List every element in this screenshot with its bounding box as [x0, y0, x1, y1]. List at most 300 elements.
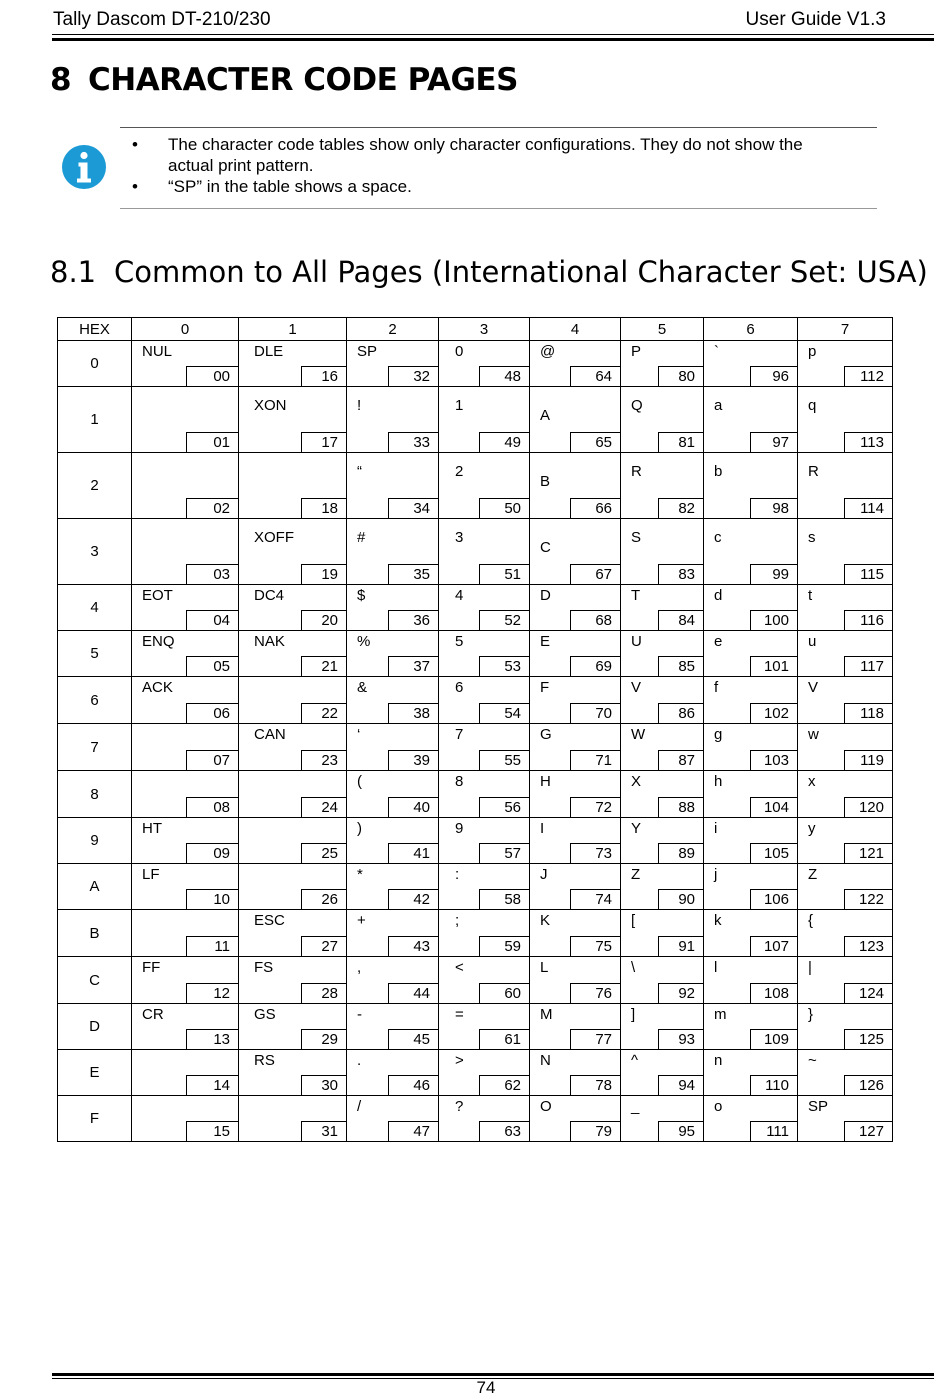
cell-code: 07	[186, 750, 238, 770]
row-hex: D	[58, 1004, 132, 1050]
code-cell	[704, 724, 798, 771]
code-cell	[132, 1096, 239, 1142]
cell-character: S	[631, 529, 642, 546]
row-hex: 0	[58, 341, 132, 387]
cell-code: 13	[186, 1029, 238, 1049]
cell-character: C	[540, 539, 551, 556]
code-cell-inner	[347, 1004, 438, 1049]
row-hex: B	[58, 910, 132, 957]
table-row	[58, 677, 893, 724]
code-cell	[347, 1004, 439, 1050]
code-cell-inner	[132, 957, 238, 1003]
cell-code: 100	[750, 610, 797, 630]
cell-character: a	[714, 397, 723, 414]
code-cell	[239, 585, 347, 631]
code-cell	[347, 341, 439, 387]
cell-character: \	[631, 959, 636, 976]
cell-code: 92	[658, 983, 703, 1003]
code-cell	[132, 631, 239, 677]
cell-code: 04	[186, 610, 238, 630]
code-cell-inner	[530, 453, 620, 518]
code-cell	[621, 519, 704, 585]
chapter-title: CHARACTER CODE PAGES	[88, 62, 518, 98]
cell-code: 105	[750, 843, 797, 863]
cell-code: 69	[570, 656, 620, 676]
cell-code: 109	[750, 1029, 797, 1049]
cell-code: 106	[750, 889, 797, 909]
chapter-number: 8	[50, 62, 72, 98]
code-cell-inner	[439, 677, 529, 723]
code-cell	[704, 818, 798, 864]
cell-character: 9	[455, 820, 464, 837]
code-cell	[239, 910, 347, 957]
code-cell	[439, 910, 530, 957]
cell-character: ?	[455, 1098, 464, 1115]
page-number: 74	[476, 1378, 496, 1397]
cell-character: p	[808, 343, 817, 360]
cell-code: 97	[750, 432, 797, 452]
code-cell	[704, 519, 798, 585]
cell-code: 35	[388, 564, 438, 584]
cell-code: 98	[750, 498, 797, 518]
cell-code: 78	[570, 1075, 620, 1095]
code-cell	[132, 585, 239, 631]
code-cell-inner	[798, 1004, 892, 1049]
cell-code: 34	[388, 498, 438, 518]
code-cell	[621, 957, 704, 1004]
cell-code: 122	[844, 889, 892, 909]
cell-character: i	[714, 820, 718, 837]
cell-character: NAK	[254, 633, 285, 650]
info-icon	[61, 144, 107, 190]
cell-code: 120	[844, 797, 892, 817]
cell-character: %	[357, 633, 371, 650]
header-col-2: 1	[239, 318, 347, 341]
page-header-left: Tally Dascom DT-210/230	[53, 9, 271, 30]
table-row	[58, 1004, 893, 1050]
code-cell	[704, 387, 798, 453]
code-cell-inner	[239, 771, 346, 817]
cell-character: :	[455, 866, 460, 883]
cell-character: FF	[142, 959, 161, 976]
code-cell-inner	[704, 818, 797, 863]
cell-code: 05	[186, 656, 238, 676]
cell-code: 11	[186, 936, 238, 956]
cell-character: W	[631, 726, 646, 743]
cell-character: x	[808, 773, 816, 790]
cell-code: 00	[186, 366, 238, 386]
code-cell-inner	[439, 341, 529, 386]
cell-code: 48	[479, 366, 529, 386]
note-list	[132, 134, 852, 197]
code-cell-inner	[239, 910, 346, 956]
code-cell	[798, 631, 893, 677]
cell-code: 96	[750, 366, 797, 386]
code-cell	[530, 677, 621, 724]
code-cell	[621, 724, 704, 771]
chapter-heading	[50, 62, 518, 98]
cell-character: k	[714, 912, 722, 929]
cell-code: 37	[388, 656, 438, 676]
code-cell	[530, 1050, 621, 1096]
cell-code: 74	[570, 889, 620, 909]
cell-code: 31	[301, 1121, 346, 1141]
code-cell-inner	[439, 631, 529, 676]
cell-code: 121	[844, 843, 892, 863]
code-cell-inner	[704, 677, 797, 723]
cell-code: 42	[388, 889, 438, 909]
code-cell-inner	[239, 631, 346, 676]
table-row	[58, 585, 893, 631]
code-cell-inner	[347, 724, 438, 770]
code-cell	[239, 771, 347, 818]
header-col-7: 6	[704, 318, 798, 341]
cell-code: 70	[570, 703, 620, 723]
cell-code: 116	[844, 610, 892, 630]
cell-code: 94	[658, 1075, 703, 1095]
cell-code: 101	[750, 656, 797, 676]
cell-character: n	[714, 1052, 723, 1069]
code-cell-inner	[704, 1050, 797, 1095]
code-cell-inner	[798, 585, 892, 630]
cell-code: 75	[570, 936, 620, 956]
row-hex: 5	[58, 631, 132, 677]
cell-character: FS	[254, 959, 274, 976]
code-cell-inner	[132, 771, 238, 817]
section-title: Common to All Pages (International Character Set: USA)	[114, 255, 928, 289]
code-cell-inner	[704, 387, 797, 452]
code-cell-inner	[347, 341, 438, 386]
cell-character: *	[357, 866, 363, 883]
cell-code: 25	[301, 843, 346, 863]
code-cell-inner	[439, 957, 529, 1003]
header-col-4: 3	[439, 318, 530, 341]
code-cell	[530, 724, 621, 771]
cell-code: 89	[658, 843, 703, 863]
note-bullet: •	[132, 177, 138, 196]
cell-code: 58	[479, 889, 529, 909]
row-hex: 3	[58, 519, 132, 585]
code-cell-inner	[704, 631, 797, 676]
code-cell	[132, 864, 239, 910]
cell-code: 36	[388, 610, 438, 630]
cell-code: 99	[750, 564, 797, 584]
code-cell	[439, 724, 530, 771]
code-cell-inner	[132, 387, 238, 452]
code-cell-inner	[347, 631, 438, 676]
code-cell-inner	[347, 519, 438, 584]
code-cell-inner	[798, 631, 892, 676]
code-cell-inner	[621, 818, 703, 863]
cell-code: 10	[186, 889, 238, 909]
cell-character: (	[357, 773, 362, 790]
cell-character: F	[540, 679, 550, 696]
code-cell-inner	[798, 677, 892, 723]
code-cell-inner	[798, 818, 892, 863]
code-cell	[439, 387, 530, 453]
cell-character: g	[714, 726, 723, 743]
cell-code: 19	[301, 564, 346, 584]
code-cell	[704, 910, 798, 957]
info-icon-dot	[80, 152, 87, 159]
cell-code: 124	[844, 983, 892, 1003]
code-cell	[239, 864, 347, 910]
cell-code: 55	[479, 750, 529, 770]
cell-code: 102	[750, 703, 797, 723]
cell-character: E	[540, 633, 551, 650]
header-rule-thin	[52, 34, 934, 35]
section-number: 8.1	[50, 255, 97, 289]
cell-code: 91	[658, 936, 703, 956]
cell-code: 115	[844, 564, 892, 584]
table-row	[58, 818, 893, 864]
code-cell-inner	[621, 771, 703, 817]
cell-character: _	[631, 1098, 640, 1115]
code-cell-inner	[621, 724, 703, 770]
footer-rule-thick	[52, 1373, 934, 1376]
cell-character: 5	[455, 633, 464, 650]
cell-code: 54	[479, 703, 529, 723]
cell-character: t	[808, 587, 813, 604]
code-cell	[239, 1050, 347, 1096]
code-cell	[530, 864, 621, 910]
code-cell-inner	[530, 957, 620, 1003]
code-cell-inner	[621, 677, 703, 723]
table-row	[58, 341, 893, 387]
code-cell-inner	[530, 631, 620, 676]
code-cell-inner	[530, 724, 620, 770]
cell-character: $	[357, 587, 366, 604]
cell-code: 71	[570, 750, 620, 770]
cell-character: DLE	[254, 343, 284, 360]
cell-character: Q	[631, 397, 643, 414]
code-cell-inner	[530, 341, 620, 386]
code-cell	[621, 1096, 704, 1142]
code-cell	[621, 1004, 704, 1050]
code-cell-inner	[439, 1050, 529, 1095]
cell-code: 83	[658, 564, 703, 584]
cell-code: 03	[186, 564, 238, 584]
cell-character: 8	[455, 773, 464, 790]
code-cell	[704, 453, 798, 519]
cell-character: {	[808, 912, 814, 929]
code-cell	[439, 519, 530, 585]
code-cell	[132, 341, 239, 387]
code-cell	[132, 957, 239, 1004]
cell-character: 1	[455, 397, 464, 414]
code-cell-inner	[798, 1096, 892, 1141]
row-hex: E	[58, 1050, 132, 1096]
cell-character: `	[714, 343, 719, 360]
code-cell-inner	[239, 1050, 346, 1095]
code-cell	[132, 910, 239, 957]
cell-code: 95	[658, 1121, 703, 1141]
code-cell-inner	[798, 519, 892, 584]
cell-code: 39	[388, 750, 438, 770]
code-cell-inner	[621, 341, 703, 386]
cell-character: 4	[455, 587, 464, 604]
page-header-right: User Guide V1.3	[745, 9, 886, 30]
cell-code: 08	[186, 797, 238, 817]
cell-character: )	[357, 820, 362, 837]
cell-code: 02	[186, 498, 238, 518]
code-cell-inner	[347, 1050, 438, 1095]
cell-code: 80	[658, 366, 703, 386]
code-cell	[132, 387, 239, 453]
code-cell	[439, 957, 530, 1004]
code-cell-inner	[704, 585, 797, 630]
code-cell	[530, 957, 621, 1004]
cell-code: 108	[750, 983, 797, 1003]
cell-character: =	[455, 1006, 464, 1023]
code-cell	[439, 1004, 530, 1050]
code-cell	[132, 453, 239, 519]
code-cell	[798, 387, 893, 453]
cell-code: 51	[479, 564, 529, 584]
row-hex: 2	[58, 453, 132, 519]
cell-character: U	[631, 633, 642, 650]
code-cell-inner	[621, 957, 703, 1003]
cell-character: P	[631, 343, 642, 360]
cell-character: EOT	[142, 587, 173, 604]
cell-character: NUL	[142, 343, 173, 360]
code-cell	[704, 1050, 798, 1096]
cell-character: M	[540, 1006, 553, 1023]
code-cell	[530, 1004, 621, 1050]
code-cell	[439, 1050, 530, 1096]
cell-code: 84	[658, 610, 703, 630]
code-cell-inner	[347, 818, 438, 863]
table-row	[58, 724, 893, 771]
cell-code: 103	[750, 750, 797, 770]
code-cell-inner	[530, 910, 620, 956]
cell-character: -	[357, 1006, 362, 1023]
code-cell-inner	[239, 818, 346, 863]
cell-character: CR	[142, 1006, 164, 1023]
cell-code: 113	[844, 432, 892, 452]
code-cell	[239, 1096, 347, 1142]
cell-code: 110	[750, 1075, 797, 1095]
code-cell	[439, 677, 530, 724]
table-row	[58, 453, 893, 519]
header-col-1: 0	[132, 318, 239, 341]
code-cell-inner	[621, 453, 703, 518]
table-body	[58, 341, 893, 1142]
code-cell-inner	[621, 519, 703, 584]
cell-character: @	[540, 343, 556, 360]
code-cell-inner	[439, 453, 529, 518]
code-cell-inner	[347, 864, 438, 909]
code-cell-inner	[798, 453, 892, 518]
cell-character: w	[808, 726, 819, 743]
code-cell	[621, 585, 704, 631]
cell-code: 06	[186, 703, 238, 723]
code-cell	[132, 771, 239, 818]
cell-character: K	[540, 912, 551, 929]
cell-character: e	[714, 633, 723, 650]
cell-character: u	[808, 633, 817, 650]
cell-code: 33	[388, 432, 438, 452]
code-cell	[798, 1004, 893, 1050]
cell-code: 86	[658, 703, 703, 723]
code-cell	[439, 453, 530, 519]
cell-character: V	[808, 679, 819, 696]
cell-character: ‘	[357, 726, 361, 743]
code-cell	[704, 864, 798, 910]
cell-character: [	[631, 912, 636, 929]
cell-code: 24	[301, 797, 346, 817]
code-cell	[239, 957, 347, 1004]
code-cell	[798, 910, 893, 957]
cell-code: 127	[844, 1121, 892, 1141]
code-cell	[798, 864, 893, 910]
code-cell	[347, 957, 439, 1004]
cell-code: 27	[301, 936, 346, 956]
cell-character: N	[540, 1052, 551, 1069]
code-cell	[798, 1096, 893, 1142]
cell-character: “	[357, 463, 362, 480]
cell-character: h	[714, 773, 723, 790]
cell-code: 79	[570, 1121, 620, 1141]
code-cell	[239, 453, 347, 519]
cell-code: 126	[844, 1075, 892, 1095]
code-cell	[530, 387, 621, 453]
code-cell	[132, 818, 239, 864]
code-cell	[439, 341, 530, 387]
cell-code: 41	[388, 843, 438, 863]
code-cell	[347, 453, 439, 519]
note-rule-bottom	[120, 208, 877, 209]
code-cell-inner	[530, 818, 620, 863]
code-cell-inner	[347, 677, 438, 723]
code-cell-inner	[347, 957, 438, 1003]
code-cell-inner	[798, 724, 892, 770]
code-cell	[132, 519, 239, 585]
code-cell	[621, 771, 704, 818]
header-rule-thick	[52, 38, 934, 41]
cell-character: o	[714, 1098, 723, 1115]
table-row	[58, 771, 893, 818]
code-cell	[621, 387, 704, 453]
table-row	[58, 387, 893, 453]
cell-code: 119	[844, 750, 892, 770]
cell-character: D	[540, 587, 551, 604]
code-cell	[239, 519, 347, 585]
code-cell	[347, 910, 439, 957]
cell-character: s	[808, 529, 816, 546]
code-cell	[239, 1004, 347, 1050]
cell-character: ,	[357, 959, 362, 976]
code-cell-inner	[530, 387, 620, 452]
cell-code: 57	[479, 843, 529, 863]
code-cell-inner	[347, 585, 438, 630]
cell-character: |	[808, 959, 812, 976]
code-cell	[132, 724, 239, 771]
cell-character: T	[631, 587, 641, 604]
cell-code: 47	[388, 1121, 438, 1141]
code-cell-inner	[239, 453, 346, 518]
note-bullet: •	[132, 135, 138, 154]
code-cell	[621, 864, 704, 910]
code-cell	[530, 818, 621, 864]
cell-code: 49	[479, 432, 529, 452]
cell-character: q	[808, 397, 817, 414]
cell-code: 61	[479, 1029, 529, 1049]
code-cell-inner	[704, 1096, 797, 1141]
code-cell	[621, 677, 704, 724]
code-cell	[347, 1050, 439, 1096]
cell-character: V	[631, 679, 642, 696]
